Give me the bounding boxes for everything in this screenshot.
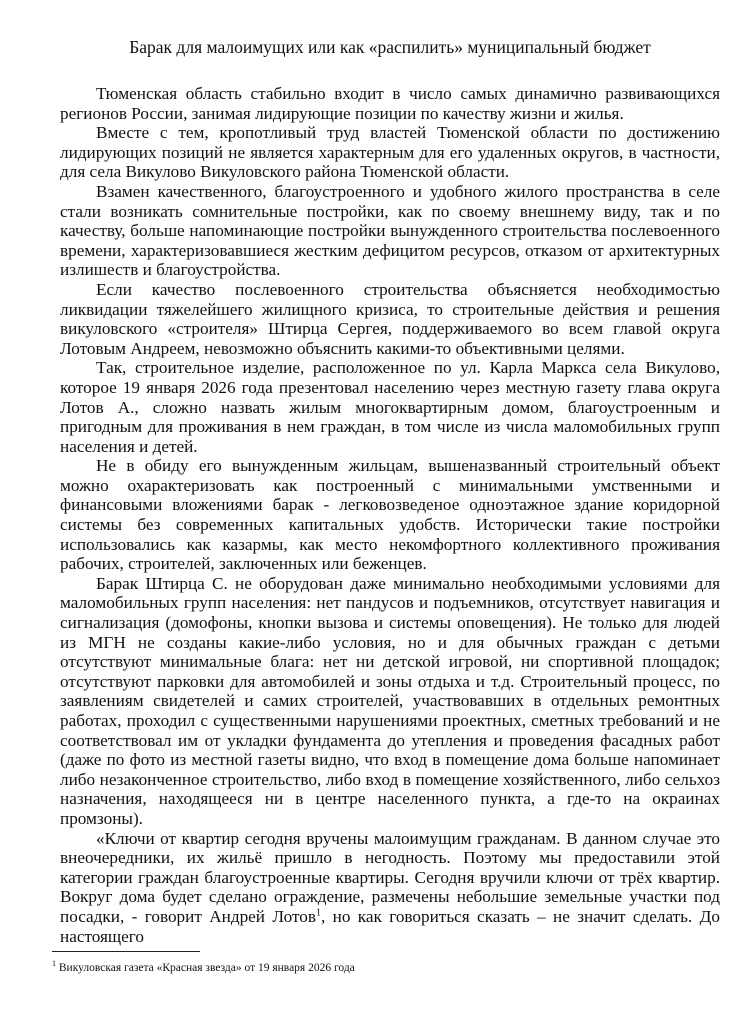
document-body (60, 84, 720, 946)
quote-text: «Ключи от квартир сегодня вручены малоимущим гражданам. В данном случае это внеочередники, их жильё пришло в негодность. Поэтому мы предоставили этой категории граждан благоустроенные квартиры. Сегодня вручили ключи от трёх квартир. Вокруг дома будет сделано ограждение, размечены небольшие земельные участки под посадки, - говорит Андрей Лотов (60, 828, 720, 926)
footnote-reference[interactable]: 1 (315, 907, 321, 919)
paragraph-quote (60, 829, 720, 947)
paragraph-2: Вместе с тем, кропотливый труд властей Тюменской области по достижению лидирующих позиций не является характерным для его удаленных округов, в частности, для села Викулово Викуловского района Тюменской области. (60, 123, 720, 182)
paragraph-1: Тюменская область стабильно входит в число самых динамично развивающихся регионов России, занимая лидирующие позиции по качеству жизни и жилья. (60, 84, 720, 123)
paragraph-6: Не в обиду его вынужденным жильцам, вышеназванный строительный объект можно охарактеризовать как построенный с минимальными умственными и финансовыми вложениями барак - легковозведеное одноэтажное здание коридорной системы без современных капитальных удобств. Исторически такие постройки использовались как казармы, как место некомфортного коллективного проживания рабочих, строителей, заключенных или беженцев. (60, 456, 720, 574)
footnote-separator (52, 951, 200, 952)
paragraph-7: Барак Штирца С. не оборудован даже минимально необходимыми условиями для маломобильных групп населения: нет пандусов и подъемников, отсутствует навигация и сигнализация (домофоны, кнопки вызова и системы оповещения). Не только для людей из МГН не созданы какие-либо условия, но и для обычных граждан с детьми отсутствуют минимальные блага: нет ни детской игровой, ни спортивной площадок; отсутствуют парковки для автомобилей и зоны отдыха и т.д. Строительный процесс, по заявлениям свидетелей и самих строителей, участвовавших в отдельных ремонтных работах, проходил с существенными нарушениями проектных, сметных требований и не соответствовал им от укладки фундамента до утепления и проведения фасадных работ (даже по фото из местной газеты видно, что вход в помещение дома больше напоминает либо незаконченное строительство, либо вход в помещение хозяйственного, либо сельхоз назначения, находящееся ни в центре населенного пункта, а где-то на окраинах промзоны). (60, 573, 720, 828)
footnote (52, 961, 692, 975)
document-page (60, 36, 720, 946)
quote-continuation: , но как говориться сказать – не значит сделать. До настоящего (60, 906, 720, 946)
document-title: Барак для малоимущих или как «распилить» муниципальный бюджет (129, 37, 651, 57)
paragraph-3: Взамен качественного, благоустроенного и удобного жилого пространства в селе стали возникать сомнительные постройки, как по своему внешнему виду, так и по качеству, больше напоминающие постройки вынужденного строительства послевоенного времени, характеризовавшиеся жестким дефицитом ресурсов, отказом от архитектурных излишеств и благоустройства. (60, 181, 720, 280)
paragraph-5: Так, строительное изделие, расположенное по ул. Карла Маркса села Викулово, которое 19 января 2026 года презентовал населению через местную газету глава округа Лотов А., сложно назвать жилым многоквартирным домом, благоустроенным и пригодным для проживания в нем граждан, в том числе из числа маломобильных групп населения и детей. (60, 358, 720, 456)
footnote-number: 1 (52, 959, 56, 969)
footnote-text: Викуловская газета «Красная звезда» от 19 января 2026 года (56, 962, 355, 974)
paragraph-4: Если качество послевоенного строительства объясняется необходимостью ликвидации тяжелейшего жилищного кризиса, то строительные действия и решения викуловского «строителя» Штирца Сергея, поддерживаемого во всем главой округа Лотовым Андреем, невозможно объяснить какими-то объективными целями. (60, 279, 720, 358)
